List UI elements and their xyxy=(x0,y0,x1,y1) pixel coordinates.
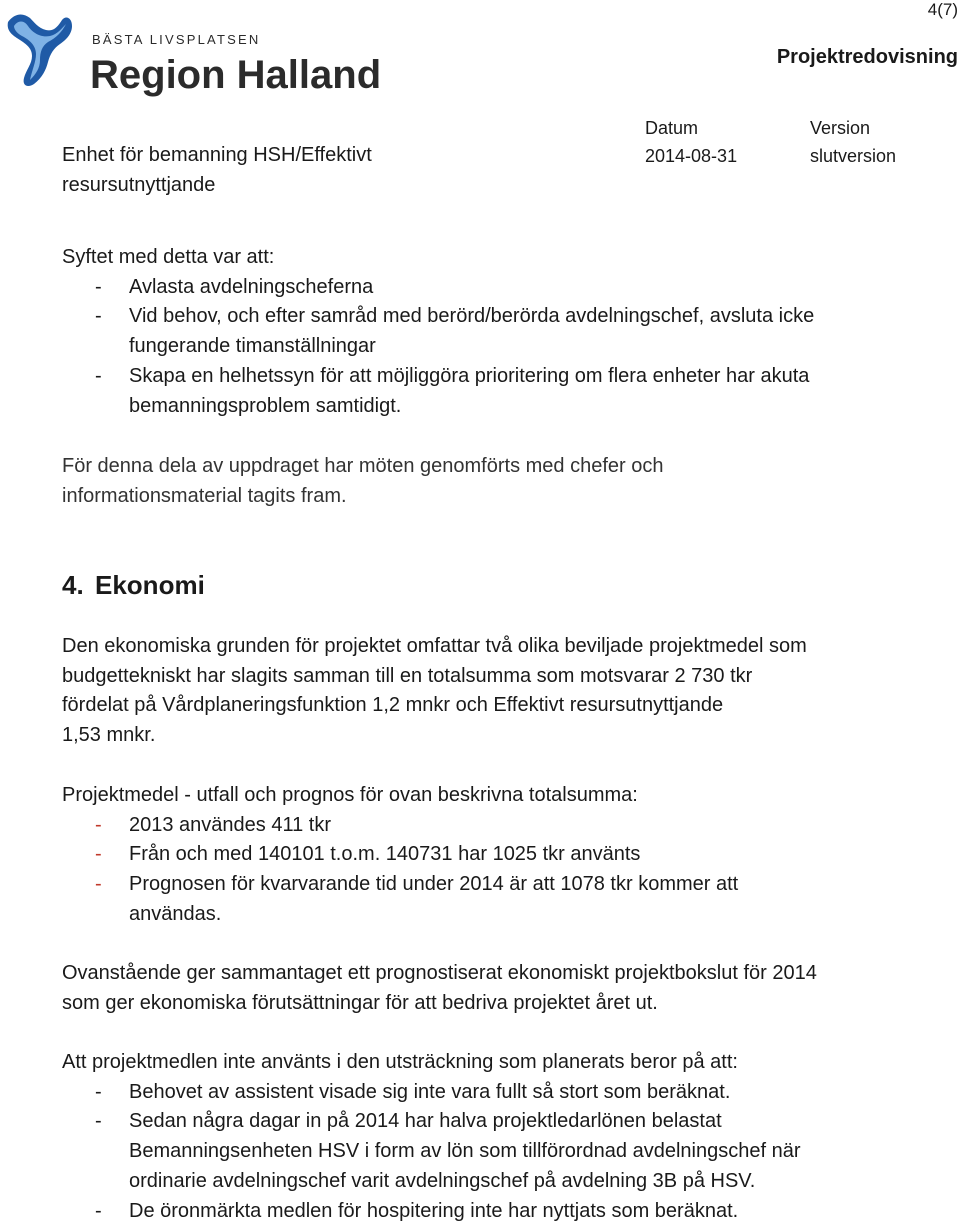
region-halland-logo xyxy=(0,0,380,100)
purpose-item xyxy=(62,273,932,303)
purpose-list xyxy=(62,273,932,422)
unit-name-line: resursutnyttjande xyxy=(62,174,216,196)
funds-item xyxy=(62,870,932,929)
purpose-item-line: Avlasta avdelningscheferna xyxy=(129,275,374,298)
dash-bullet: - xyxy=(95,1199,102,1222)
reason-item-line: ordinarie avdelningschef varit avdelningschef på avdelning 3B på HSV. xyxy=(129,1169,756,1192)
purpose-item xyxy=(62,362,932,421)
purpose-block xyxy=(62,243,932,421)
section-number: 4. xyxy=(62,570,84,600)
reason-item xyxy=(62,1197,932,1226)
funds-item-line: Prognosen för kvarvarande tid under 2014 är att 1078 tkr kommer att xyxy=(129,873,739,896)
reason-item-line: De öronmärkta medlen för hospitering inte har nyttjats som beräknat. xyxy=(129,1199,739,1222)
purpose-followup xyxy=(62,452,932,511)
reason-item-line: Sedan några dagar in på 2014 har halva projektledarlönen belastat xyxy=(129,1110,722,1133)
paragraph-line: budgettekniskt har slagits samman till en totalsumma som motsvarar 2 730 tkr xyxy=(62,664,753,687)
date-value: 2014-08-31 xyxy=(645,146,738,166)
paragraph-line: som ger ekonomiska förutsättningar för att bedriva projektet året ut. xyxy=(62,991,658,1014)
reasons-intro: Att projektmedlen inte använts i den utsträckning som planerats beror på att: xyxy=(62,1051,738,1073)
version-label: Version xyxy=(810,118,871,138)
funds-item xyxy=(62,811,932,841)
paragraph-line: Den ekonomiska grunden för projektet omfattar två olika beviljade projektmedel som xyxy=(62,635,807,657)
funds-intro: Projektmedel - utfall och prognos för ovan beskrivna totalsumma: xyxy=(62,784,638,806)
document-type: Projektredovisning xyxy=(776,46,958,68)
version-value: slutversion xyxy=(810,146,897,166)
purpose-item-line: Vid behov, och efter samråd med berörd/berörda avdelningschef, avsluta icke xyxy=(129,305,815,328)
funds-block xyxy=(62,781,932,930)
section-heading xyxy=(62,569,205,601)
paragraph-line: 1,53 mnkr. xyxy=(62,724,156,747)
dash-bullet: - xyxy=(95,305,102,328)
reasons-list xyxy=(62,1078,932,1226)
purpose-intro: Syftet med detta var att: xyxy=(62,246,275,268)
page-number: 4(7) xyxy=(927,0,958,19)
funds-item-line: Från och med 140101 t.o.m. 140731 har 1025 tkr använts xyxy=(129,843,641,866)
funds-item-line: 2013 användes 411 tkr xyxy=(129,813,332,836)
unit-name-line: Enhet för bemanning HSH/Effektivt xyxy=(62,144,372,166)
paragraph-line: fördelat på Vårdplaneringsfunktion 1,2 mnkr och Effektivt resursutnyttjande xyxy=(62,694,724,717)
dash-bullet: - xyxy=(95,813,102,836)
paragraph-line: Ovanstående ger sammantaget ett prognostiserat ekonomiskt projektbokslut för 2014 xyxy=(62,962,817,984)
followup-line: informationsmaterial tagits fram. xyxy=(62,484,347,507)
dash-bullet: - xyxy=(95,873,102,896)
reason-item xyxy=(62,1078,932,1108)
economy-paragraph xyxy=(62,632,932,751)
reason-item-line: Bemanningsenheten HSV i form av lön som tillförordnad avdelningschef när xyxy=(129,1140,801,1163)
dash-bullet: - xyxy=(95,843,102,866)
summary-paragraph xyxy=(62,959,932,1018)
logo-tagline: BÄSTA LIVSPLATSEN xyxy=(92,32,261,47)
followup-line: För denna dela av uppdraget har möten genomförts med chefer och xyxy=(62,455,664,477)
reason-item xyxy=(62,1107,932,1196)
unit-name xyxy=(62,140,482,200)
dash-bullet: - xyxy=(95,364,102,387)
meta-date xyxy=(645,114,737,170)
dash-bullet: - xyxy=(95,1080,102,1103)
summary-paragraph-text xyxy=(62,959,932,1018)
reasons-block xyxy=(62,1048,932,1226)
date-label: Datum xyxy=(645,118,699,138)
economy-paragraph-text xyxy=(62,632,932,751)
purpose-item-line: bemanningsproblem samtidigt. xyxy=(129,394,402,417)
purpose-item-line: Skapa en helhetssyn för att möjliggöra prioritering om flera enheter har akuta xyxy=(129,364,810,387)
followup-text xyxy=(62,452,932,511)
purpose-item-line: fungerande timanställningar xyxy=(129,335,376,358)
section-title: Ekonomi xyxy=(95,570,205,600)
purpose-item xyxy=(62,302,932,361)
logo-mark xyxy=(0,0,380,100)
funds-item xyxy=(62,840,932,870)
logo-name: Region Halland xyxy=(90,53,380,97)
dash-bullet: - xyxy=(95,1110,102,1133)
meta-version xyxy=(810,114,896,170)
reason-item-line: Behovet av assistent visade sig inte vara fullt så stort som beräknat. xyxy=(129,1080,731,1103)
funds-item-line: användas. xyxy=(129,902,222,925)
dash-bullet: - xyxy=(95,275,102,298)
funds-list xyxy=(62,811,932,930)
